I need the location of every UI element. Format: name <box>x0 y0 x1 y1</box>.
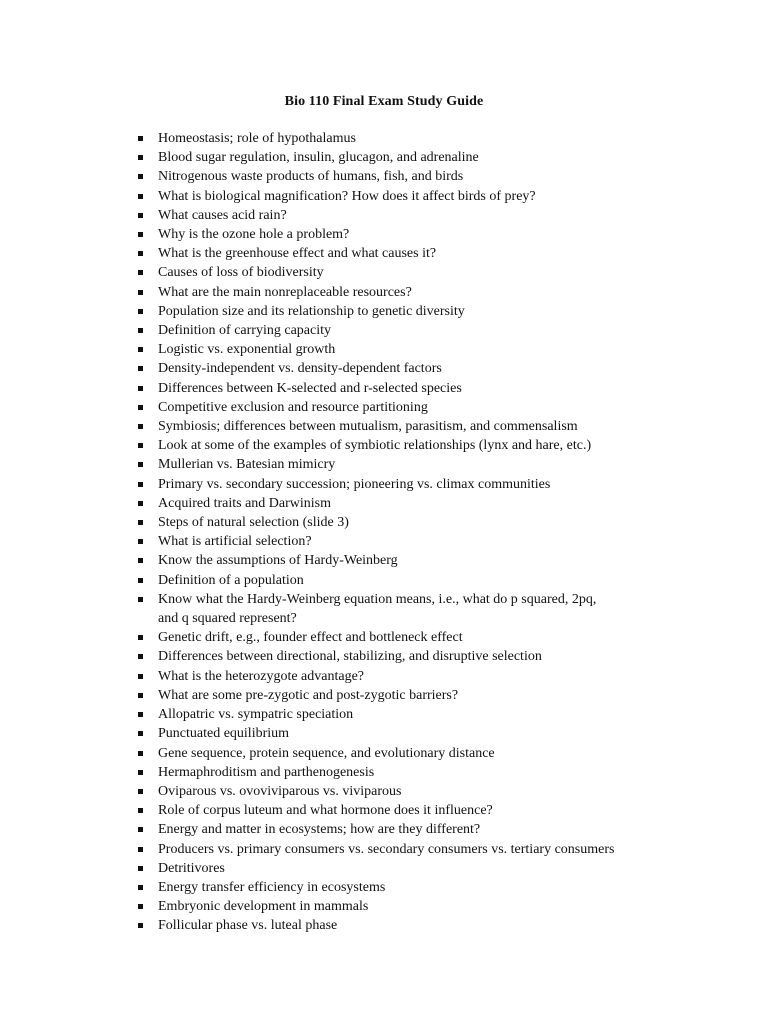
list-item <box>138 398 698 417</box>
list-item-text: Embryonic development in mammals <box>158 899 369 915</box>
list-item <box>138 436 698 455</box>
list-item <box>138 187 698 206</box>
list-item <box>138 532 698 551</box>
bullet-square-icon <box>138 654 143 659</box>
list-item <box>138 302 698 321</box>
list-item <box>138 475 698 494</box>
list-item-text: Causes of loss of biodiversity <box>158 265 324 281</box>
bullet-square-icon <box>138 174 143 179</box>
list-item-text: Energy transfer efficiency in ecosystems <box>158 879 386 895</box>
list-item <box>138 417 698 436</box>
list-item <box>138 321 698 340</box>
list-item-text: Logistic vs. exponential growth <box>158 342 336 358</box>
list-item <box>138 782 698 801</box>
list-item <box>138 283 698 302</box>
list-item-text: Steps of natural selection (slide 3) <box>158 515 349 531</box>
list-item-text: What is biological magnification? How does it affect birds of prey? <box>158 188 536 204</box>
list-item <box>138 206 698 225</box>
bullet-square-icon <box>138 462 143 467</box>
list-item-text: Definition of carrying capacity <box>158 323 331 339</box>
list-item-text: Detritivores <box>158 860 225 876</box>
list-item <box>138 513 698 532</box>
list-item-text: Gene sequence, protein sequence, and evolutionary distance <box>158 745 495 761</box>
bullet-square-icon <box>138 827 143 832</box>
list-item <box>138 667 698 686</box>
list-item-text-continuation: and q squared represent? <box>158 611 297 627</box>
list-item-text: Follicular phase vs. luteal phase <box>158 918 338 934</box>
bullet-square-icon <box>138 731 143 736</box>
list-item <box>138 859 698 878</box>
bullet-square-icon <box>138 923 143 928</box>
list-item-text: What are some pre-zygotic and post-zygotic barriers? <box>158 687 459 703</box>
list-item-text: Look at some of the examples of symbiotic relationships (lynx and hare, etc.) <box>158 438 592 454</box>
list-item-text: Oviparous vs. ovoviviparous vs. viviparous <box>158 783 402 799</box>
list-item <box>138 763 698 782</box>
list-item-text: Nitrogenous waste products of humans, fish, and birds <box>158 169 464 185</box>
list-item-text: Definition of a population <box>158 572 304 588</box>
list-item <box>138 379 698 398</box>
bullet-square-icon <box>138 366 143 371</box>
list-item-text: Genetic drift, e.g., founder effect and bottleneck effect <box>158 630 463 646</box>
bullet-square-icon <box>138 693 143 698</box>
list-item <box>138 878 698 897</box>
list-item-text: Primary vs. secondary succession; pioneering vs. climax communities <box>158 476 551 492</box>
bullet-square-icon <box>138 136 143 141</box>
bullet-square-icon <box>138 482 143 487</box>
bullet-square-icon <box>138 751 143 756</box>
list-item-text: Density-independent vs. density-dependent factors <box>158 361 442 377</box>
bullet-square-icon <box>138 770 143 775</box>
list-item-text: Energy and matter in ecosystems; how are they different? <box>158 822 481 838</box>
bullet-square-icon <box>138 232 143 237</box>
list-item <box>138 801 698 820</box>
list-item-text: What is the heterozygote advantage? <box>158 668 365 684</box>
list-item-text: Hermaphroditism and parthenogenesis <box>158 764 375 780</box>
list-item-text: Population size and its relationship to genetic diversity <box>158 303 465 319</box>
list-item <box>138 916 698 935</box>
list-item-text: Mullerian vs. Batesian mimicry <box>158 457 336 473</box>
bullet-square-icon <box>138 328 143 333</box>
bullet-square-icon <box>138 309 143 314</box>
bullet-square-icon <box>138 213 143 218</box>
bullet-square-icon <box>138 270 143 275</box>
bullet-square-icon <box>138 578 143 583</box>
list-item <box>138 455 698 474</box>
bullet-square-icon <box>138 405 143 410</box>
bullet-square-icon <box>138 635 143 640</box>
list-item <box>138 744 698 763</box>
list-item <box>138 129 698 148</box>
list-item-text: Punctuated equilibrium <box>158 726 290 742</box>
list-item <box>138 628 698 647</box>
list-item-text: Know what the Hardy-Weinberg equation means, i.e., what do p squared, 2pq, <box>158 591 597 607</box>
study-guide-list <box>138 129 698 936</box>
bullet-square-icon <box>138 847 143 852</box>
bullet-square-icon <box>138 558 143 563</box>
bullet-square-icon <box>138 597 143 602</box>
list-item <box>138 897 698 916</box>
list-item-text: Homeostasis; role of hypothalamus <box>158 131 356 146</box>
list-item-text: Producers vs. primary consumers vs. secondary consumers vs. tertiary consumers <box>158 841 615 857</box>
list-item <box>138 148 698 167</box>
list-item-text: Know the assumptions of Hardy-Weinberg <box>158 553 398 569</box>
bullet-square-icon <box>138 712 143 717</box>
list-item-text: Acquired traits and Darwinism <box>158 495 332 511</box>
list-item-text: Differences between K-selected and r-selected species <box>158 380 462 396</box>
list-item <box>138 167 698 186</box>
bullet-square-icon <box>138 904 143 909</box>
bullet-square-icon <box>138 866 143 871</box>
list-item <box>138 263 698 282</box>
list-item-text: Why is the ozone hole a problem? <box>158 227 350 243</box>
bullet-square-icon <box>138 789 143 794</box>
bullet-square-icon <box>138 290 143 295</box>
list-item-text: Symbiosis; differences between mutualism, parasitism, and commensalism <box>158 419 578 435</box>
document-title: Bio 110 Final Exam Study Guide <box>284 94 484 109</box>
list-item-text: Blood sugar regulation, insulin, glucagon, and adrenaline <box>158 150 479 166</box>
list-item <box>138 359 698 378</box>
list-item-text: Allopatric vs. sympatric speciation <box>158 707 354 723</box>
bullet-square-icon <box>138 520 143 525</box>
bullet-square-icon <box>138 424 143 429</box>
bullet-square-icon <box>138 539 143 544</box>
bullet-square-icon <box>138 501 143 506</box>
bullet-square-icon <box>138 386 143 391</box>
list-item-text: What is the greenhouse effect and what causes it? <box>158 246 437 262</box>
list-item <box>138 551 698 570</box>
bullet-square-icon <box>138 443 143 448</box>
bullet-square-icon <box>138 347 143 352</box>
bullet-square-icon <box>138 808 143 813</box>
bullet-square-icon <box>138 674 143 679</box>
list-item-text: Competitive exclusion and resource partitioning <box>158 399 428 415</box>
bullet-square-icon <box>138 885 143 890</box>
list-item <box>138 244 698 263</box>
list-item <box>138 705 698 724</box>
list-item <box>138 494 698 513</box>
list-item <box>138 820 698 839</box>
list-item-text: Differences between directional, stabilizing, and disruptive selection <box>158 649 542 665</box>
list-item <box>138 647 698 666</box>
bullet-square-icon <box>138 251 143 256</box>
list-item-text: What causes acid rain? <box>158 207 287 223</box>
list-item <box>138 724 698 743</box>
list-item <box>138 840 698 859</box>
list-item-text: Role of corpus luteum and what hormone does it influence? <box>158 803 493 819</box>
list-item-text: What are the main nonreplaceable resources? <box>158 284 412 300</box>
list-item <box>138 225 698 244</box>
bullet-square-icon <box>138 194 143 199</box>
list-item <box>138 590 698 628</box>
list-item <box>138 571 698 590</box>
list-item-text: What is artificial selection? <box>158 534 312 550</box>
list-item <box>138 340 698 359</box>
list-item <box>138 686 698 705</box>
bullet-square-icon <box>138 155 143 160</box>
